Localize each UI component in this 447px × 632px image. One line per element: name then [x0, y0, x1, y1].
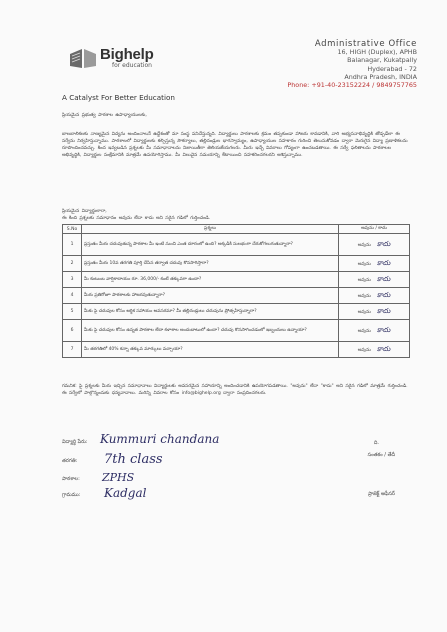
answer-option: అవును — [357, 328, 371, 334]
column-header: S.No — [63, 225, 82, 234]
signature-label: సంతకం / తేదీ — [367, 452, 395, 458]
village-label: గ్రామము: — [62, 492, 81, 498]
office-title: Administrative Office — [314, 39, 417, 49]
answer-cell[interactable] — [339, 288, 410, 304]
answer-option: అవును — [357, 309, 371, 315]
handwritten-answer-mark: కాదు — [376, 306, 391, 315]
answer-option: అవును — [357, 277, 371, 283]
instruction-text: ఈ కింది ప్రశ్నలకు సమాధానం అవును లేదా కాదు అని సరైన గడిలో గుర్తించండి. — [62, 216, 211, 222]
question-text: మీకు పై చదువుల కోసం ఉన్నత పాఠశాల లేదా కళాశాల అందుబాటులో ఉందా? చదువు కొనసాగించడంలో ఇబ్బందులు ఉన్నాయా? — [82, 320, 339, 342]
table-row — [63, 272, 410, 288]
name-label: విద్యార్థి పేరు: — [62, 439, 88, 445]
table-row — [63, 304, 410, 320]
bighelp-logo-icon — [68, 46, 98, 70]
answer-cell[interactable] — [339, 320, 410, 342]
salutation: ప్రియమైన ప్రభుత్వ పాఠశాల ఉపాధ్యాయులకు, — [62, 113, 147, 118]
class-handwritten[interactable]: 7th class — [104, 452, 163, 467]
question-text: ప్రస్తుతం మీరు 10వ తరగతి పూర్తి చేసిన తర్వాత చదువు కొనసాగిస్తారా? — [82, 256, 339, 272]
answer-cell[interactable] — [339, 304, 410, 320]
village-handwritten[interactable]: Kadgal — [104, 486, 147, 500]
row-number: 1 — [63, 234, 82, 256]
table-row — [63, 234, 410, 256]
question-text: మీకు పై చదువుల కోసం ఆర్థిక సహాయం అవసరమా? మీ తల్లిదండ్రులు చదువును ప్రోత్సహిస్తున్నారా? — [82, 304, 339, 320]
school-handwritten[interactable]: ZPHS — [102, 471, 135, 484]
officer-label: ప్రాజెక్ట్ ఆఫీసర్ — [367, 491, 395, 497]
table-header-row — [63, 225, 410, 234]
tagline: A Catalyst For Better Education — [62, 93, 175, 102]
row-number: 7 — [63, 342, 82, 358]
answer-option: అవును — [357, 293, 371, 299]
office-line: Hyderabad - 72 — [367, 64, 417, 73]
office-address — [287, 40, 417, 89]
question-text: మీ తరగతిలో 40% కన్నా తక్కువ మార్కులు వచ్చాయా? — [82, 342, 339, 358]
question-text: ప్రస్తుతం మీరు చదువుతున్న పాఠశాల మీ ఇంటి నుంచి ఎంత దూరంలో ఉంది? అక్కడికి సులభంగా చేరుకోగలుగుతున్నారా? — [82, 234, 339, 256]
office-line: Andhra Pradesh, INDIA — [344, 72, 417, 81]
office-phone: Phone: +91-40-23152224 / 9849757765 — [287, 81, 417, 90]
handwritten-answer-mark: కాదు — [376, 239, 391, 248]
students-salutation — [62, 208, 408, 222]
student-name-handwritten[interactable]: Kummuri chandana — [100, 432, 220, 446]
answer-option: అవును — [357, 261, 371, 267]
answer-option: అవును — [357, 242, 371, 248]
handwritten-answer-mark: కాదు — [376, 344, 391, 353]
question-text: మీ కుటుంబ వార్షికాదాయం రూ. 36,000/- కంటే తక్కువగా ఉందా? — [82, 272, 339, 288]
handwritten-answer-mark: కాదు — [376, 290, 391, 299]
brand-subtitle: for education — [112, 62, 152, 69]
column-header: అవును / కాదు — [339, 225, 410, 234]
office-line: Balanagar, Kukatpally — [347, 56, 417, 65]
table-row — [63, 342, 410, 358]
questionnaire-table — [62, 224, 410, 358]
office-line: 16, HIGH (Duplex), APHB — [337, 48, 417, 57]
row-number: 4 — [63, 288, 82, 304]
row-number: 6 — [63, 320, 82, 342]
closing-note: గమనిక: పై ప్రశ్నలకు మీరు ఇచ్చిన సమాధానాలు విద్యార్థులకు అవసరమైన సహాయాన్ని అందించడానికి ఉపయోగపడతాయి. "అవును" లేదా "కాదు" అని సరైన గడిలో మాత్రమే గుర్తించండి. ఈ సర్వేలో పాల్గొన్నందుకు ధన్యవాదాలు. మరిన్ని వివరాల కోసం info@bighelp.org ద్వారా సంప్రదించగలరు. — [62, 384, 408, 397]
answer-cell[interactable] — [339, 342, 410, 358]
table-row — [63, 288, 410, 304]
answer-cell[interactable] — [339, 256, 410, 272]
answer-cell[interactable] — [339, 272, 410, 288]
handwritten-answer-mark: కాదు — [376, 325, 391, 334]
column-header: ప్రశ్నలు — [82, 225, 339, 234]
row-number: 5 — [63, 304, 82, 320]
brand-name: Bighelp — [100, 46, 154, 63]
handwritten-answer-mark: కాదు — [376, 258, 391, 267]
intro-paragraph: బాలబాలికలకు నాణ్యమైన విద్యను అందించాలనే ఉద్దేశంతో మా సంస్థ పనిచేస్తున్నది. విద్యార్థులు పాఠశాలకు క్రమం తప్పకుండా హాజరు కావడానికి, వారి అభ్యసనాభివృద్ధికి తోడ్పడేలా ఈ సర్వేను నిర్వహిస్తున్నాము. పాఠశాలలో విద్యార్థులకు కల్పిస్తున్న సౌకర్యాలు, తల్లిదండ్రుల భాగస్వామ్యం, ఉపాధ్యాయుల సహకారం గురించి తెలుసుకోవడం ద్వారా మెరుగైన విద్యా ప్రణాళికలను రూపొందించవచ్చు. కింద ఇవ్వబడిన ప్రశ్నలకు మీ సమాధానాలను నిజాయితీగా తెలియజేయగలరు. మీరు ఇచ్చే వివరాలు గోప్యంగా ఉంచబడతాయి. ఈ సర్వే ఫలితాలను పాఠశాలల అభివృద్ధికి, విద్యార్థుల సంక్షేమానికి మాత్రమే ఉపయోగిస్తాము. మీ విలువైన సమయాన్ని కేటాయించి సహకరించగలరని ఆశిస్తున్నాము. — [62, 132, 408, 159]
answer-cell[interactable] — [339, 234, 410, 256]
signature-mark: ది. — [373, 440, 379, 446]
school-label: పాఠశాల: — [62, 476, 80, 482]
students-label: ప్రియమైన విద్యార్థులారా, — [62, 209, 107, 214]
row-number: 3 — [63, 272, 82, 288]
question-text: మీరు ప్రతిరోజూ పాఠశాలకు హాజరవుతున్నారా? — [82, 288, 339, 304]
handwritten-answer-mark: కాదు — [376, 274, 391, 283]
row-number: 2 — [63, 256, 82, 272]
table-row — [63, 256, 410, 272]
table-row — [63, 320, 410, 342]
answer-option: అవును — [357, 347, 371, 353]
class-label: తరగతి: — [62, 458, 78, 464]
